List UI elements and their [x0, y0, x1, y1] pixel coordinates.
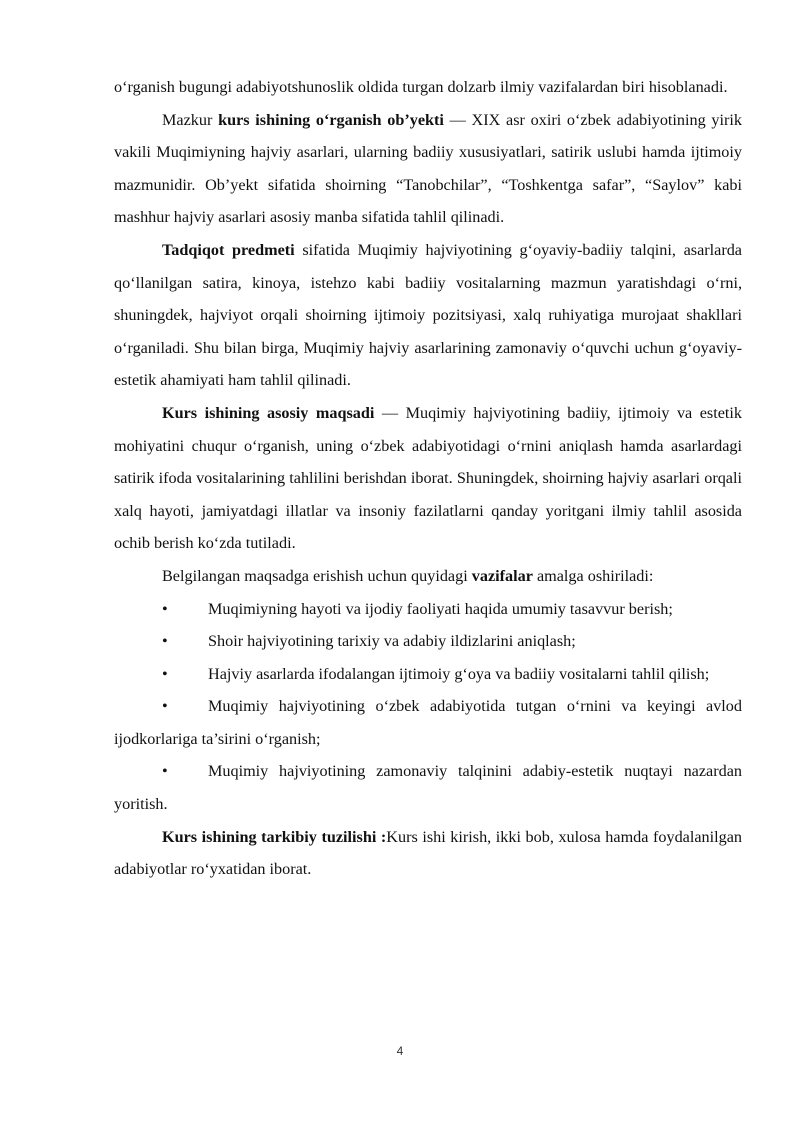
bullet-icon: •: [162, 697, 168, 716]
task-list-item: [114, 690, 742, 755]
paragraph-structure: [114, 821, 742, 886]
paragraph-text: — XIX asr oxiri o‘zbek adabiyotining yirik vakili Muqimiyning hajviy asarlari, ularning badiiy xususiyatlari, satirik uslubi hamda ijtimoiy mazmunidir. Ob’yekt sifatida shoirning “Tanobchilar”, “Toshkentga safar”, “Saylov” kabi mashhur hajviy asarlari asosiy manba sifatida tahlil qilinadi.: [114, 110, 742, 227]
bold-term-object: kurs ishining o‘rganish ob’yekti: [218, 110, 444, 129]
task-text: Shoir hajviyotining tarixiy va adabiy ildizlarini aniqlash;: [208, 632, 576, 651]
paragraph-text: o‘rganish bugungi adabiyotshunoslik oldida turgan dolzarb ilmiy vazifalardan biri hisoblanadi.: [114, 78, 728, 96]
paragraph-text: Mazkur: [162, 110, 219, 129]
task-list-item: [114, 625, 742, 658]
page-number: 4: [396, 1044, 404, 1058]
paragraph-intro-continuation: [114, 71, 742, 104]
task-list-item: [114, 658, 742, 691]
paragraph-text: Belgilangan maqsadga erishish uchun quyidagi: [162, 566, 472, 585]
bold-term-subject: Tadqiqot predmeti: [162, 240, 295, 259]
bold-term-goal: Kurs ishining asosiy maqsadi: [162, 403, 375, 422]
paragraph-text: amalga oshiriladi:: [532, 566, 654, 585]
bullet-icon: •: [162, 599, 168, 618]
paragraph-text: — Muqimiy hajviyotining badiiy, ijtimoiy va estetik mohiyatini chuqur o‘rganish, uning o‘zbek adabiyotidagi o‘rnini aniqlash hamda asarlardagi satirik ifoda vositalarining tahlilini berishdan iborat. Shuningdek, shoirning hajviy asarlari orqali xalq hayoti, jamiyatdagi illatlar va insoniy fazilatlarni qanday yoritgani ilmiy tahlil asosida ochib berish ko‘zda tutiladi.: [114, 403, 743, 553]
bold-term-structure: Kurs ishining tarkibiy tuzilishi :: [162, 827, 387, 846]
task-text: Hajviy asarlarda ifodalangan ijtimoiy g‘oya va badiiy vositalarni tahlil qilish;: [208, 664, 710, 683]
document-body: [114, 71, 742, 886]
task-text: Muqimiy hajviyotining zamonaviy talqinini adabiy-estetik nuqtayi nazardan yoritish.: [114, 762, 742, 814]
paragraph-research-subject: [114, 234, 742, 397]
task-list-item: [114, 755, 742, 820]
task-text: Muqimiy hajviyotining o‘zbek adabiyotida tutgan o‘rnini va keyingi avlod ijodkorlariga ta’sirini o‘rganish;: [114, 697, 742, 748]
paragraph-text: sifatida Muqimiy hajviyotining g‘oyaviy-badiiy talqini, asarlarda qo‘llanilgan satira, kinoya, istehzo kabi badiiy vositalarning mazmun yaratishdagi o‘rni, shuningdek, hajviyot orqali shoirning ijtimoiy pozitsiyasi, xalq ruhiyatiga murojaat shakllari o‘rganiladi. Shu bilan birga, Muqimiy hajviy asarlarining zamonaviy o‘quvchi uchun g‘oyaviy-estetik ahamiyati ham tahlil qilinadi.: [114, 240, 742, 390]
task-list-item: [114, 593, 742, 626]
task-text: Muqimiyning hayoti va ijodiy faoliyati haqida umumiy tasavvur berish;: [208, 599, 673, 618]
bullet-icon: •: [162, 632, 168, 651]
bold-term-tasks: vazifalar: [471, 566, 533, 585]
bullet-icon: •: [162, 762, 168, 781]
paragraph-research-object: [114, 104, 742, 234]
paragraph-tasks-intro: [114, 560, 742, 593]
paragraph-research-goal: [114, 397, 742, 560]
paragraph-text: Kurs ishi kirish, ikki bob, xulosa hamda foydalanilgan adabiyotlar ro‘yxatidan iborat.: [114, 827, 743, 879]
bullet-icon: •: [162, 664, 168, 683]
